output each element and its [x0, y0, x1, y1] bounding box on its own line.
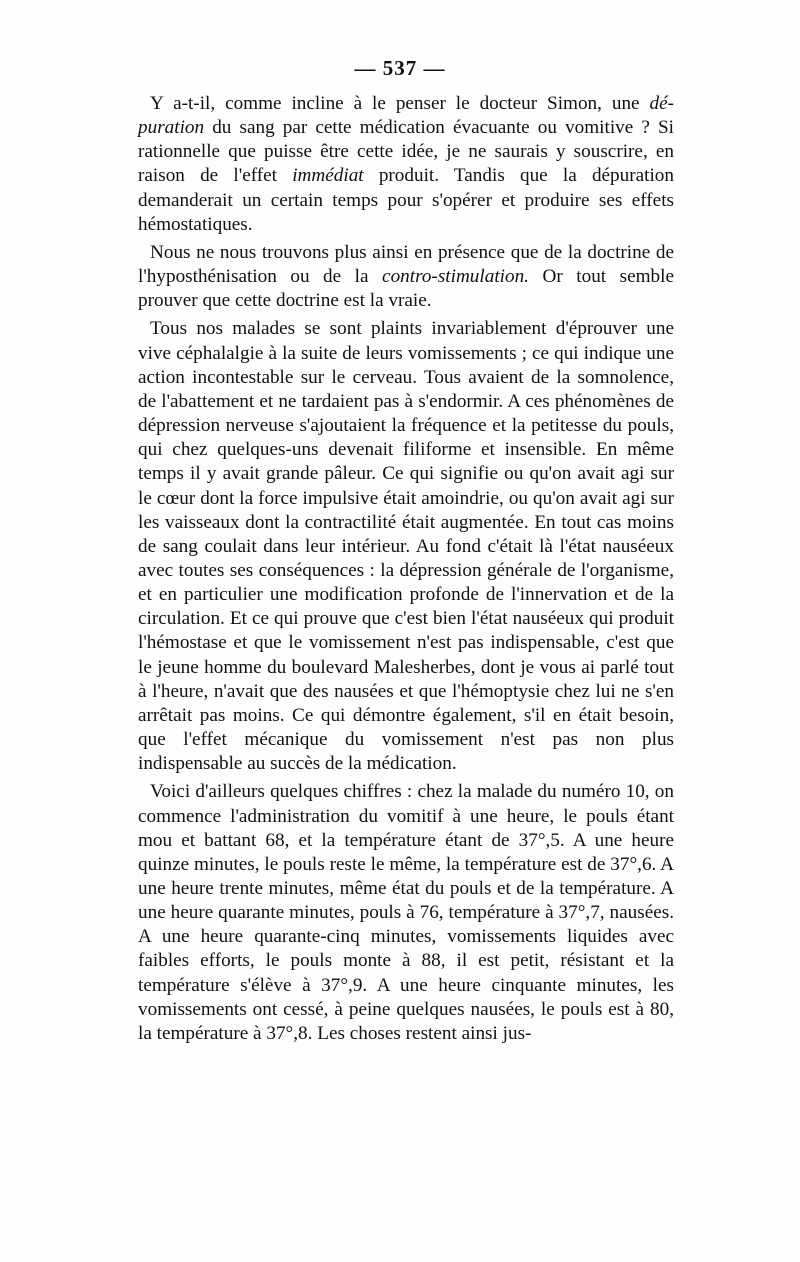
- body-text: [138, 92, 674, 1046]
- italic-text: dé-puration: [138, 93, 674, 139]
- paragraph: [138, 780, 674, 1046]
- italic-text: immédiat: [292, 165, 364, 187]
- text-run: Or tout semble prouver que cette doctrine est la vraie.: [138, 266, 674, 312]
- text-run: du sang par cette médication évacuante ou vomitive ? Si rationnelle que puisse être cette idée, je ne saurais y souscrire, en raison de l'effet: [138, 117, 674, 187]
- text-run: produit. Tandis que la dépuration demanderait un certain temps pour s'opérer et produire ses effets hémostatiques.: [138, 165, 674, 235]
- paragraph: [138, 241, 674, 313]
- paragraph: [138, 317, 674, 776]
- text-run: Y a-t-il, comme incline à le penser le docteur Simon, une: [150, 93, 650, 114]
- page-number: — 537 —: [354, 56, 446, 80]
- text-run: Tous nos malades se sont plaints invariablement d'éprouver une vive céphalalgie à la suite de leurs vomissements ; ce qui indique une action incontestable sur le cerveau. Tous avaient de la somnolence, de l'abattement et ne tardaient pas à s'endormir. A ces phénomènes de dépression nerveuse s'ajoutaient la fréquence et la petitesse du pouls, qui chez quelques-uns devenait filiforme et insensible. En même temps il y avait grande pâleur. Ce qui signifie ou qu'on avait agi sur le cœur dont la force impulsive était amoindrie, ou qu'on avait agi sur les vaisseaux dont la contractilité était augmentée. En tout cas moins de sang coulait dans leur intérieur. Au fond c'était là l'état nauséeux avec toutes ses conséquences : la dépression générale de l'organisme, et en particulier une modification profonde de l'innervation et de la circulation. Et ce qui prouve que c'est bien l'état nauséeux qui produit l'hémostase et que le vomissement n'est pas indispensable, c'est que le jeune homme du boulevard Malesherbes, dont je vous ai parlé tout à l'heure, n'avait que des nausées et que l'hémoptysie chez lui ne s'en arrêtait pas moins. Ce qui démontre également, s'il en était besoin, que l'effet mécanique du vomissement n'est pas non plus indispensable au succès de la médication.: [138, 318, 674, 775]
- paragraph: [138, 92, 674, 237]
- text-run: Nous ne nous trouvons plus ainsi en présence que de la doctrine de l'hyposthénisation ou de la: [138, 241, 674, 288]
- text-run: Voici d'ailleurs quelques chiffres : chez la malade du numéro 10, on commence l'administration du vomitif à une heure, le pouls étant mou et battant 68, et la température étant de 37°,5. A une heure quinze minutes, le pouls reste le même, la température est de 37°,6. A une heure trente minutes, même état du pouls et de la température. A une heure quarante minutes, pouls à 76, température à 37°,7, nausées. A une heure quarante-cinq minutes, vomissements liquides avec faibles efforts, le pouls monte à 88, il est petit, résistant et la température s'élève à 37°,9. A une heure cinquante minutes, les vomissements ont cessé, à peine quelques nausées, le pouls est à 80, la température à 37°,8. Les choses restent ainsi jus-: [138, 781, 674, 1044]
- italic-text: contro-stimulation.: [382, 266, 529, 288]
